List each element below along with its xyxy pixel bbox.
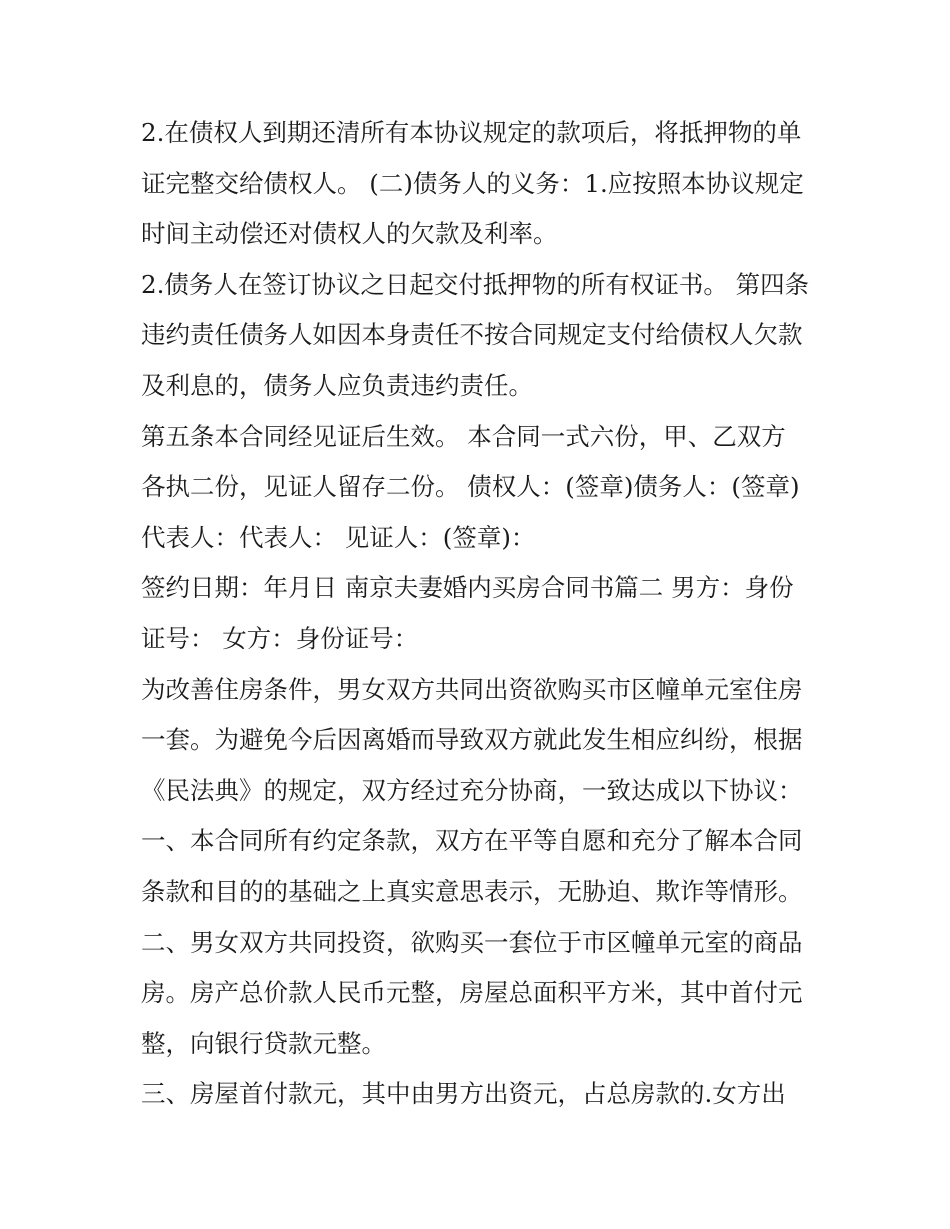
text-line: 代表人：代表人： 见证人：(签章)： bbox=[141, 522, 536, 552]
text-line: 为改善住房条件，男女双方共同出资欲购买市区幢单元室住房 bbox=[141, 674, 803, 704]
text-line: 证号： 女方：身份证号： bbox=[141, 623, 419, 653]
text-line: 三、房屋首付款元，其中由男方出资元，占总房款的.女方出 bbox=[141, 1079, 786, 1109]
text-line: 2.债务人在签订协议之日起交付抵押物的所有权证书。 第四条 bbox=[141, 269, 810, 299]
text-line: 证完整交给债权人。 (二)债务人的义务：1.应按照本协议规定 bbox=[141, 168, 804, 198]
text-line: 二、男女双方共同投资，欲购买一套位于市区幢单元室的商品 bbox=[141, 927, 803, 957]
text-line: 一、本合同所有约定条款，双方在平等自愿和充分了解本合同 bbox=[141, 826, 803, 856]
text-line: 第五条本合同经见证后生效。 本合同一式六份，甲、乙双方 bbox=[141, 421, 786, 451]
text-line: 时间主动偿还对债权人的欠款及利率。 bbox=[141, 219, 558, 249]
text-line: 条款和目的的基础之上真实意思表示，无胁迫、欺诈等情形。 bbox=[141, 876, 803, 906]
text-line: 一套。为避免今后因离婚而导致双方就此发生相应纠纷，根据 bbox=[141, 725, 803, 755]
document-body bbox=[141, 108, 821, 1120]
text-line: 各执二份，见证人留存二份。 债权人：(签章)债务人：(签章) bbox=[141, 472, 800, 502]
text-line: 签约日期：年月日 南京夫妻婚内买房合同书篇二 男方：身份 bbox=[141, 573, 794, 603]
text-line: 房。房产总价款人民币元整，房屋总面积平方米，其中首付元 bbox=[141, 978, 803, 1008]
text-line: 及利息的，债务人应负责违约责任。 bbox=[141, 370, 533, 400]
text-line: 《民法典》的规定，双方经过充分协商，一致达成以下协议： bbox=[141, 775, 803, 805]
text-line: 整，向银行贷款元整。 bbox=[141, 1028, 386, 1058]
text-line: 2.在债权人到期还清所有本协议规定的款项后，将抵押物的单 bbox=[141, 118, 802, 147]
text-line: 违约责任债务人如因本身责任不按合同规定支付给债权人欠款 bbox=[141, 320, 803, 350]
